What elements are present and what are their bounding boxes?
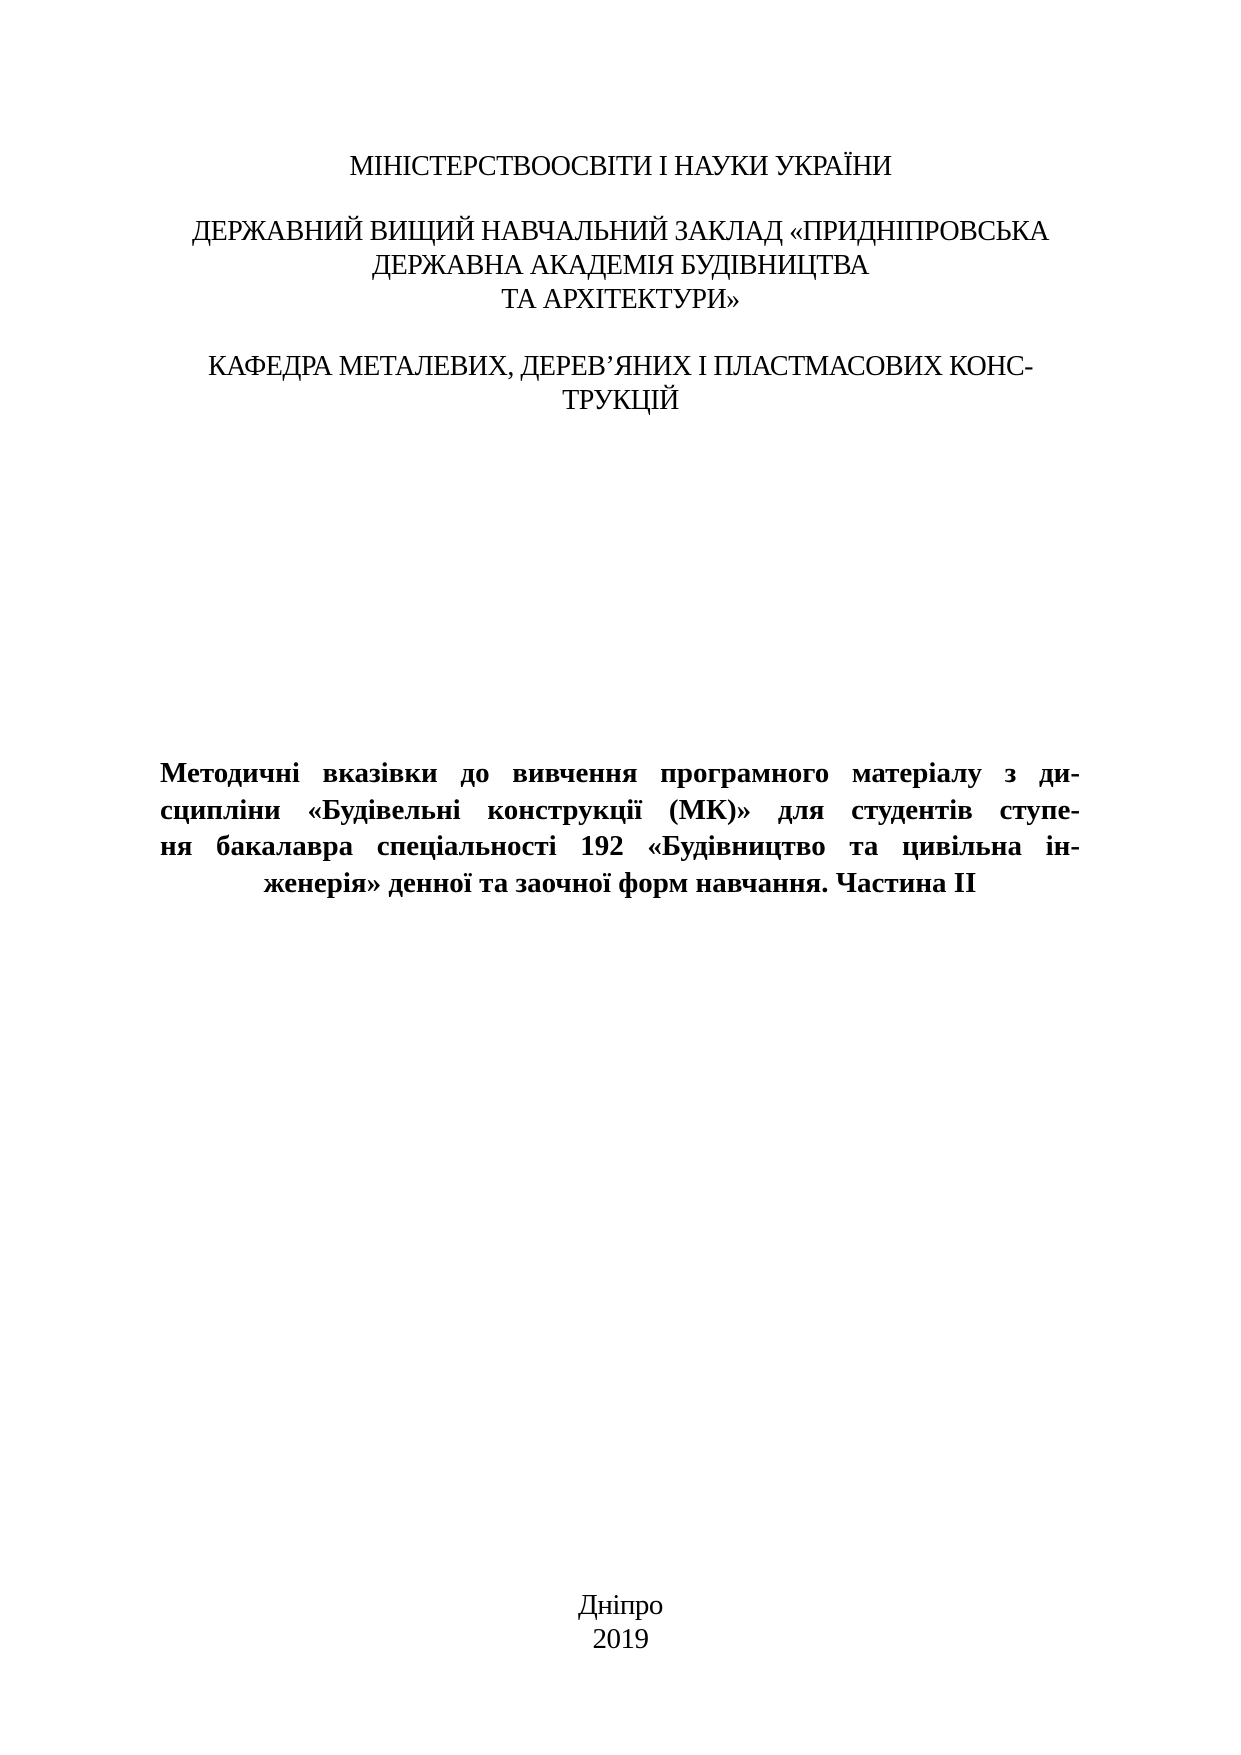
ministry-heading (0, 150, 1241, 184)
institution-line-3: ТА АРХІТЕКТУРИ» (501, 284, 740, 315)
title-line-4: женерія» денної та заочної форм навчання. Частина ІІ (263, 866, 977, 899)
institution-heading (0, 215, 1241, 317)
department-heading (0, 350, 1241, 418)
place-and-year (0, 1588, 1241, 1656)
title-line-1: Методичні вказівки до вивчення програмного матеріалу з ди- (160, 757, 1080, 789)
title-line-3: ня бакалавра спеціальності 192 «Будівництво та цивільна ін- (160, 830, 1080, 862)
document-title (160, 755, 1080, 901)
department-line-2: ТРУКЦІЙ (562, 385, 679, 416)
department-line-1: КАФЕДРА МЕТАЛЕВИХ, ДЕРЕВ’ЯНИХ І ПЛАСТМАСОВИХ КОНС- (208, 351, 1033, 382)
publication-year: 2019 (592, 1623, 649, 1655)
ministry-line: МІНІСТЕРСТВООСВІТИ І НАУКИ УКРАЇНИ (349, 151, 892, 182)
title-line-2: сципліни «Будівельні конструкції (МК)» для студентів ступе- (160, 793, 1080, 826)
city-name: Дніпро (578, 1589, 663, 1621)
institution-line-2: ДЕРЖАВНА АКАДЕМІЯ БУДІВНИЦТВА (371, 250, 870, 281)
institution-line-1: ДЕРЖАВНИЙ ВИЩИЙ НАВЧАЛЬНИЙ ЗАКЛАД «ПРИДНІПРОВСЬКА (192, 216, 1049, 247)
